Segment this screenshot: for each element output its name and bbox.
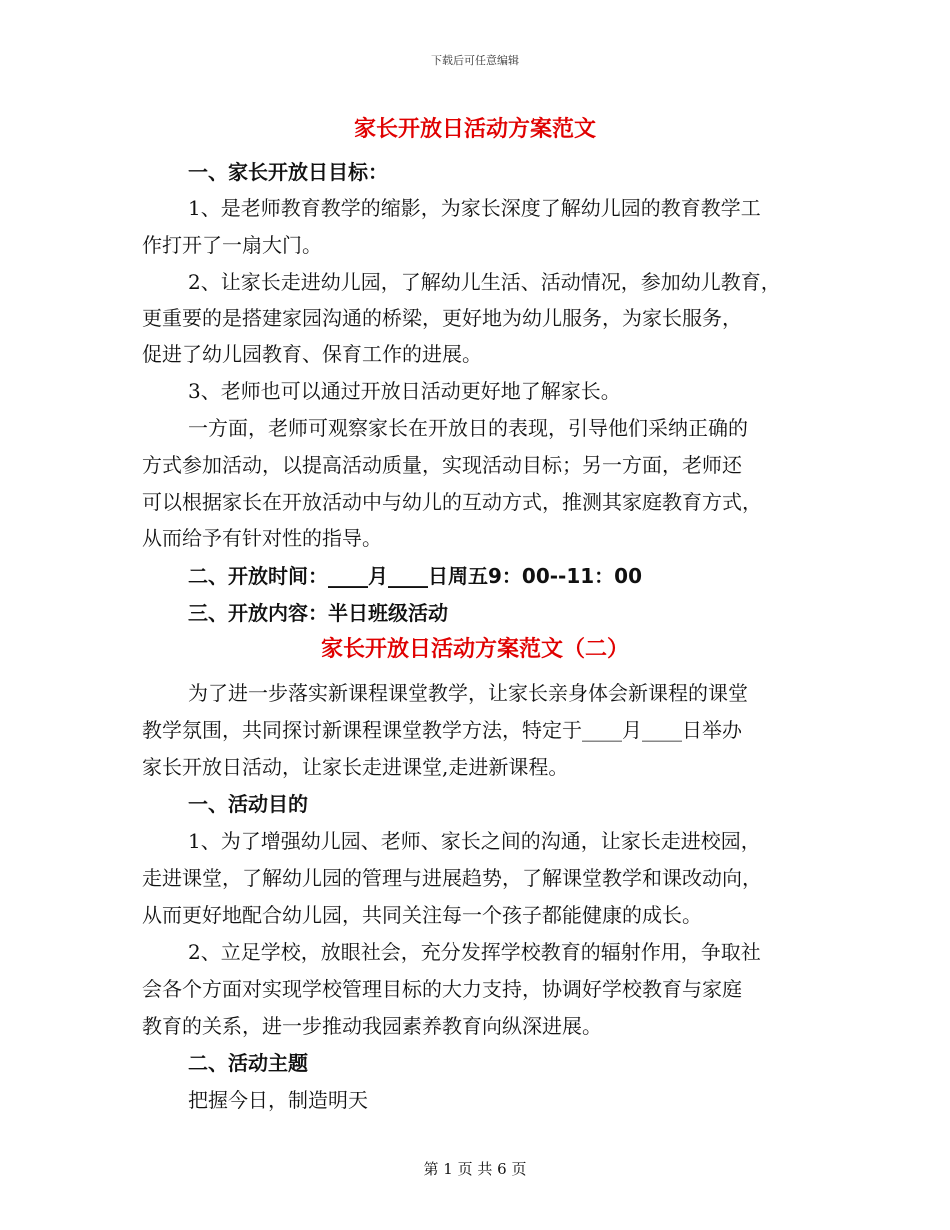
paragraph-line: 一方面，老师可观察家长在开放日的表现，引导他们采纳正确的 [188,416,748,440]
document-title-2: 家长开放日活动方案范文（二） [320,637,629,662]
paragraph-line: 把握今日，制造明天 [188,1088,368,1112]
paragraph-line: 3、老师也可以通过开放日活动更好地了解家长。 [188,379,621,403]
paragraph-line: 1、是老师教育教学的缩影，为家长深度了解幼儿园的教育教学工 [188,196,761,220]
paragraph-line: 走进课堂，了解幼儿园的管理与进展趋势，了解课堂教学和课改动向， [142,866,762,890]
paragraph-line: 教育的关系，进一步推动我园素养教育向纵深进展。 [142,1014,602,1038]
paragraph-line: 为了进一步落实新课程课堂教学，让家长亲身体会新课程的课堂 [188,681,748,705]
paragraph-line: 从而更好地配合幼儿园，共同关注每一个孩子都能健康的成长。 [142,903,702,927]
paragraph-line: 1、为了增强幼儿园、老师、家长之间的沟通，让家长走进校园， [188,829,761,853]
section-heading-purpose: 一、活动目的 [188,792,308,816]
document-title: 家长开放日活动方案范文 [353,117,596,142]
paragraph-line: 促进了幼儿园教育、保育工作的进展。 [142,342,482,366]
paragraph-line: 2、让家长走进幼儿园，了解幼儿生活、活动情况，参加幼儿教育， [188,270,781,294]
page-header-note: 下载后可任意编辑 [431,54,519,67]
section-heading-theme: 二、活动主题 [188,1051,308,1075]
paragraph-line: 可以根据家长在开放活动中与幼儿的互动方式，推测其家庭教育方式， [142,490,762,514]
paragraph-line: 作打开了一扇大门。 [142,233,322,257]
paragraph-line: 家长开放日活动，让家长走进课堂,走进新课程。 [142,755,569,779]
paragraph-line: 2、立足学校，放眼社会，充分发挥学校教育的辐射作用，争取社 [188,940,761,964]
paragraph-line: 从而给予有针对性的指导。 [142,526,382,550]
paragraph-line: 会各个方面对实现学校管理目标的大力支持，协调好学校教育与家庭 [142,977,742,1001]
page-footer-number: 第 1 页 共 6 页 [423,1160,527,1178]
section-heading-content: 三、开放内容：半日班级活动 [188,601,448,625]
paragraph-line: 方式参加活动，以提高活动质量，实现活动目标；另一方面，老师还 [142,453,742,477]
paragraph-line: 教学氛围，共同探讨新课程课堂教学方法，特定于____月____日举办 [142,718,742,742]
section-heading-time: 二、开放时间：____月____日周五9：00--11：00 [188,564,643,588]
paragraph-line: 更重要的是搭建家园沟通的桥梁，更好地为幼儿服务，为家长服务， [142,306,742,330]
section-heading-goals: 一、家长开放日目标： [188,160,388,184]
